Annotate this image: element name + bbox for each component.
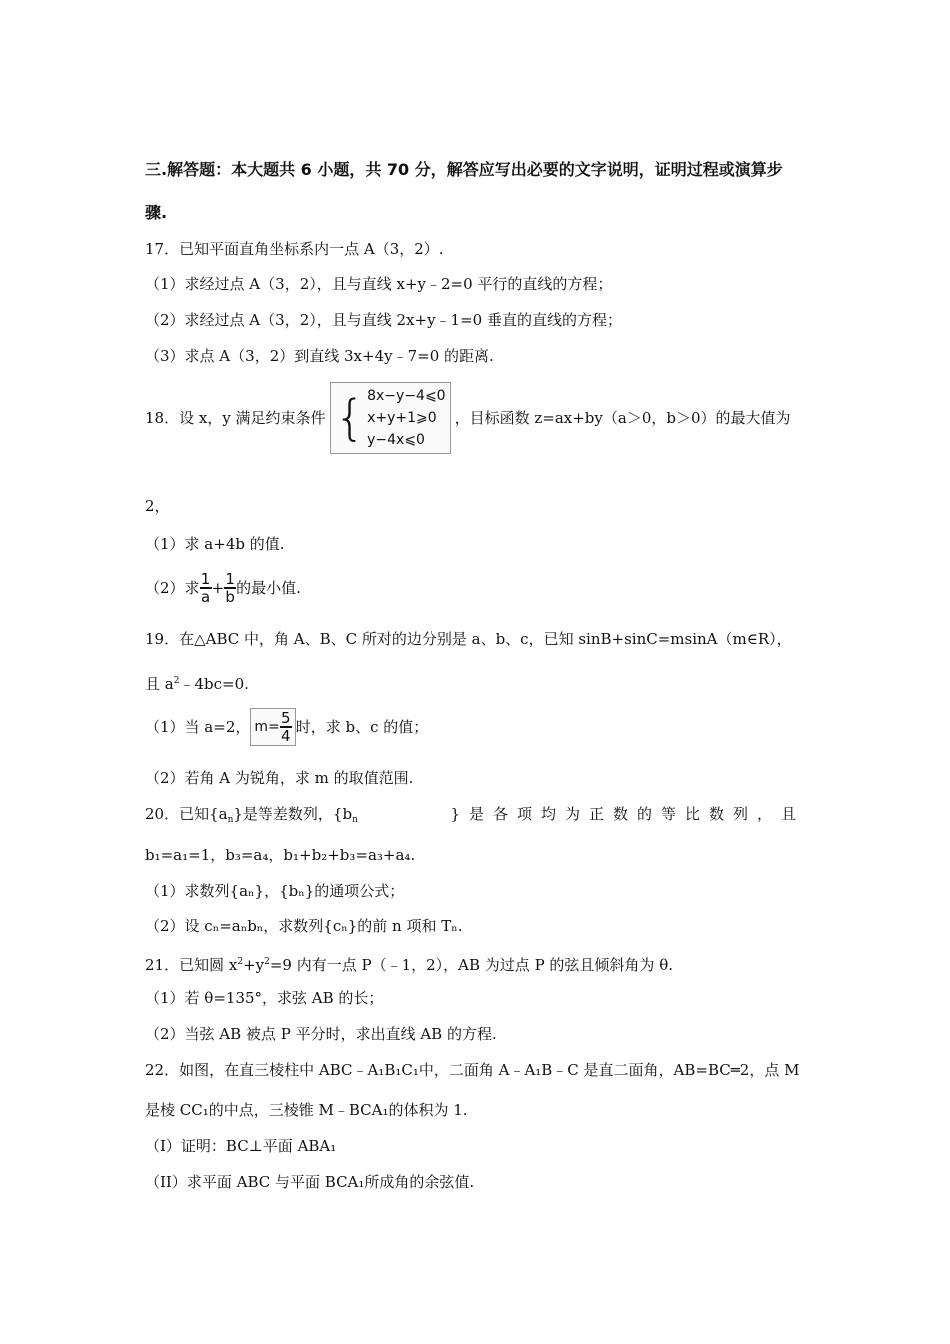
q20-part1: （1）求数列{aₙ}，{bₙ}的通项公式； bbox=[145, 882, 405, 900]
q22-stem-cont: 是棱 CC₁的中点，三棱锥 M﹣BCA₁的体积为 1. bbox=[145, 1101, 468, 1119]
q20-stem bbox=[145, 804, 805, 830]
q19-stem: 19．在△ABC 中，角 A、B、C 所对的边分别是 a、b、c，已知 sinB+sinC=msinA（m∈R）， bbox=[145, 630, 792, 648]
q18-part2-before: （2）求 bbox=[145, 579, 200, 597]
q19-cond-before: 且 a bbox=[145, 675, 174, 693]
q18-stem-after: ，目标函数 z=ax+by（a＞0，b＞0）的最大值为 bbox=[454, 409, 791, 427]
constraint-1: 8x−y−4⩽0 bbox=[367, 388, 446, 404]
frac1-denominator: a bbox=[200, 588, 211, 606]
m-value-image bbox=[250, 708, 295, 746]
fraction-5-over-4 bbox=[280, 710, 292, 744]
q18-stem bbox=[145, 380, 791, 456]
q18-stem-cont: 2， bbox=[145, 497, 170, 515]
q17-part3: （3）求点 A（3，2）到直线 3x+4y﹣7=0 的距离. bbox=[145, 347, 494, 365]
constraint-list bbox=[367, 385, 445, 451]
q19-part1-before: （1）当 a=2， bbox=[145, 718, 251, 736]
left-brace-icon: { bbox=[334, 390, 366, 446]
q18-stem-before: 18．设 x，y 满足约束条件 bbox=[145, 409, 326, 427]
q21-part2: （2）当弦 AB 被点 P 平分时，求出直线 AB 的方程. bbox=[145, 1025, 497, 1043]
q19-cond-after: ﹣4bc=0. bbox=[179, 675, 249, 693]
fraction-1-over-a bbox=[200, 571, 212, 605]
q22-part1: （Ⅰ）证明：BC⊥平面 ABA₁ bbox=[145, 1137, 337, 1155]
q19-part2: （2）若角 A 为锐角，求 m 的取值范围. bbox=[145, 769, 414, 787]
frac1-numerator: 1 bbox=[200, 570, 211, 588]
q20-part2: （2）设 cₙ=aₙbₙ，求数列{cₙ}的前 n 项和 Tₙ. bbox=[145, 917, 463, 935]
frac2-numerator: 1 bbox=[225, 570, 235, 588]
q19-cond-sup: 2 bbox=[173, 676, 180, 686]
q17-part2: （2）求经过点 A（3，2），且与直线 2x+y﹣1=0 垂直的直线的方程； bbox=[145, 311, 622, 329]
m-lhs: m= bbox=[254, 719, 280, 735]
m-denominator: 4 bbox=[280, 727, 291, 745]
q22-stem: 22．如图，在直三棱柱中 ABC﹣A₁B₁C₁中，二面角 A﹣A₁B﹣C 是直二面角，AB=BC═2，点 M bbox=[145, 1061, 800, 1079]
q18-part2-after: 的最小值. bbox=[236, 579, 301, 597]
q20-stem-end: }是各项均为正数的等比数列，且 bbox=[450, 805, 805, 823]
q18-part2 bbox=[145, 566, 301, 610]
q21-stem: 21．已知圆 $x^2+y^2=9$ 内有一点 P（﹣1，2），AB 为过点 P 的弦且倾斜角为 θ. bbox=[145, 956, 673, 974]
constraint-2: x+y+1⩾0 bbox=[367, 410, 437, 426]
plus-sign: + bbox=[211, 579, 225, 597]
q19-part1 bbox=[145, 705, 428, 749]
q19-condition bbox=[145, 671, 249, 694]
constraint-3: y−4x⩽0 bbox=[367, 432, 425, 448]
frac2-denominator: b bbox=[225, 588, 235, 606]
q19-part1-after: 时，求 b、c 的值； bbox=[295, 718, 429, 736]
m-numerator: 5 bbox=[280, 709, 291, 727]
q22-part2: （II）求平面 ABC 与平面 BCA₁所成角的余弦值. bbox=[145, 1173, 475, 1191]
q20-stem-start: 20．已知$\{a_n\}$是等差数列，{$b_n$ bbox=[145, 805, 358, 825]
section-title-line-2: 骤. bbox=[145, 203, 168, 222]
constraint-system-image bbox=[330, 382, 451, 454]
fraction-1-over-b bbox=[224, 571, 236, 605]
q17-stem: 17．已知平面直角坐标系内一点 A（3，2）. bbox=[145, 240, 444, 258]
q20-condition: b₁=a₁=1，b₃=a₄，b₁+b₂+b₃=a₃+a₄. bbox=[145, 846, 416, 864]
q18-part1: （1）求 a+4b 的值. bbox=[145, 535, 285, 553]
q21-part1: （1）若 θ=135°，求弦 AB 的长； bbox=[145, 989, 384, 1007]
section-title-line-1: 三.解答题：本大题共 6 小题，共 70 分，解答应写出必要的文字说明，证明过程或演算步 bbox=[145, 160, 783, 179]
q17-part1: （1）求经过点 A（3，2），且与直线 x+y﹣2=0 平行的直线的方程； bbox=[145, 275, 613, 293]
